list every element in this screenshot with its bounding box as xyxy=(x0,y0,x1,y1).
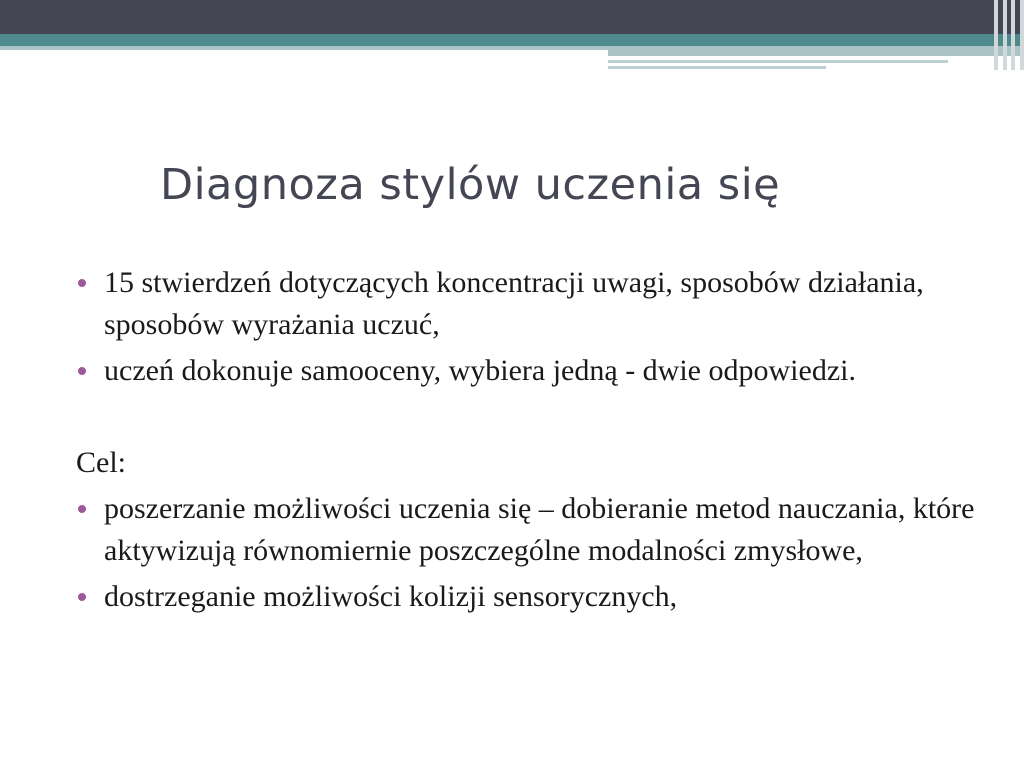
bullet-item: poszerzanie możliwości uczenia się – dobieranie metod nauczania, które aktywizują równomiernie poszczególne modalności zmysłowe, xyxy=(76,488,976,572)
intro-bullet-list xyxy=(76,262,976,392)
header-band-light-right xyxy=(608,46,1024,56)
stripe xyxy=(994,0,998,70)
bullet-item: uczeń dokonuje samooceny, wybiera jedną - dwie odpowiedzi. xyxy=(76,350,976,392)
slide-title: Diagnoza stylów uczenia się xyxy=(160,160,781,210)
goal-label: Cel: xyxy=(76,446,126,479)
header-band-dark xyxy=(0,0,1024,34)
stripe xyxy=(1011,0,1015,70)
header-line-short xyxy=(608,66,826,69)
bullet-item: 15 stwierdzeń dotyczących koncentracji uwagi, sposobów działania, sposobów wyrażania uczuć, xyxy=(76,262,976,346)
header-stripes xyxy=(994,0,1024,70)
slide-content xyxy=(76,262,976,622)
header-band-teal xyxy=(0,34,1024,46)
stripe xyxy=(1020,0,1024,70)
stripe xyxy=(1003,0,1007,70)
bullet-item: dostrzeganie możliwości kolizji sensorycznych, xyxy=(76,576,976,618)
header-line xyxy=(608,60,948,63)
header-band-light xyxy=(0,46,608,50)
goal-bullet-list xyxy=(76,488,976,618)
